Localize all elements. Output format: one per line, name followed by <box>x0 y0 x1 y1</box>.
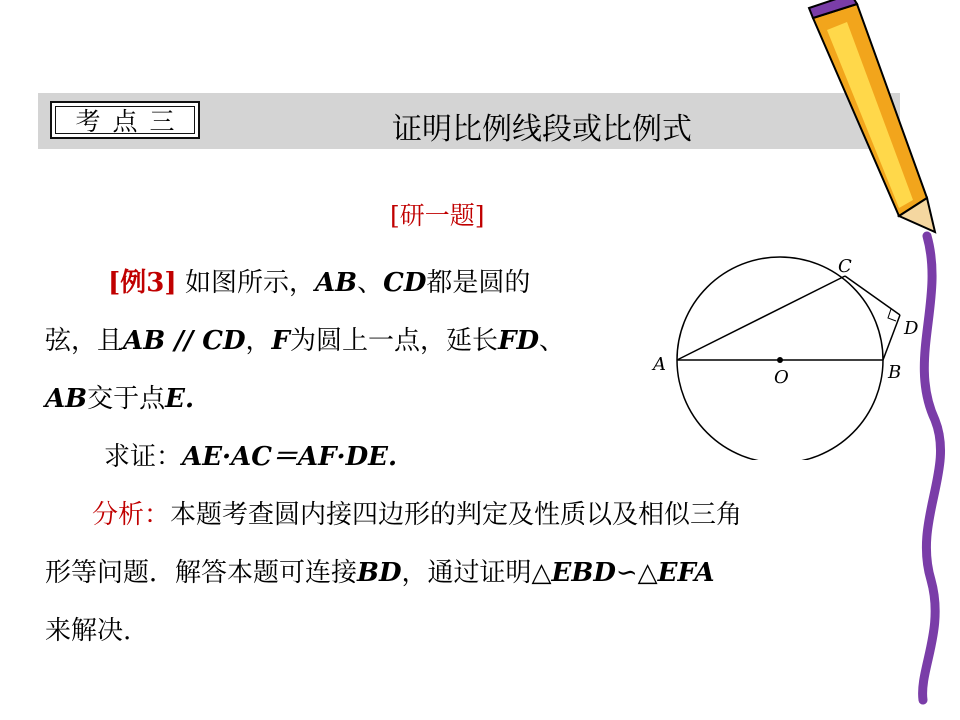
section-tag-label: 考点三 <box>55 106 195 134</box>
analysis-line-1: 分析：本题考查圆内接四边形的判定及性质以及相似三角 <box>92 500 743 530</box>
pencil-scribble <box>923 236 941 700</box>
label-o: O <box>774 367 789 388</box>
prove-statement: 求证：AE·AC＝AF·DE. <box>104 442 398 472</box>
example-line-1: [例3] 如图所示，AB、CD都是圆的 <box>108 268 531 298</box>
center-point <box>777 357 783 363</box>
study-heading: [研一题] <box>390 201 485 230</box>
example-label: [例3] <box>108 268 177 298</box>
analysis-line-3: 来解决. <box>45 616 132 646</box>
analysis-line-2: 形等问题．解答本题可连接BD，通过证明△EBD∽△EFA <box>45 558 715 588</box>
example-line-3: AB交于点E. <box>45 384 195 414</box>
label-d: D <box>904 318 919 339</box>
example-line-2: 弦，且AB // CD，F为圆上一点，延长FD、 <box>45 326 566 356</box>
label-a: A <box>653 354 666 375</box>
section-title: 证明比例线段或比例式 <box>392 112 692 147</box>
section-tag <box>50 101 200 139</box>
label-b: B <box>888 362 902 383</box>
pencil-decoration <box>795 0 960 720</box>
label-c: C <box>838 256 852 277</box>
analysis-label: 分析： <box>92 500 171 530</box>
